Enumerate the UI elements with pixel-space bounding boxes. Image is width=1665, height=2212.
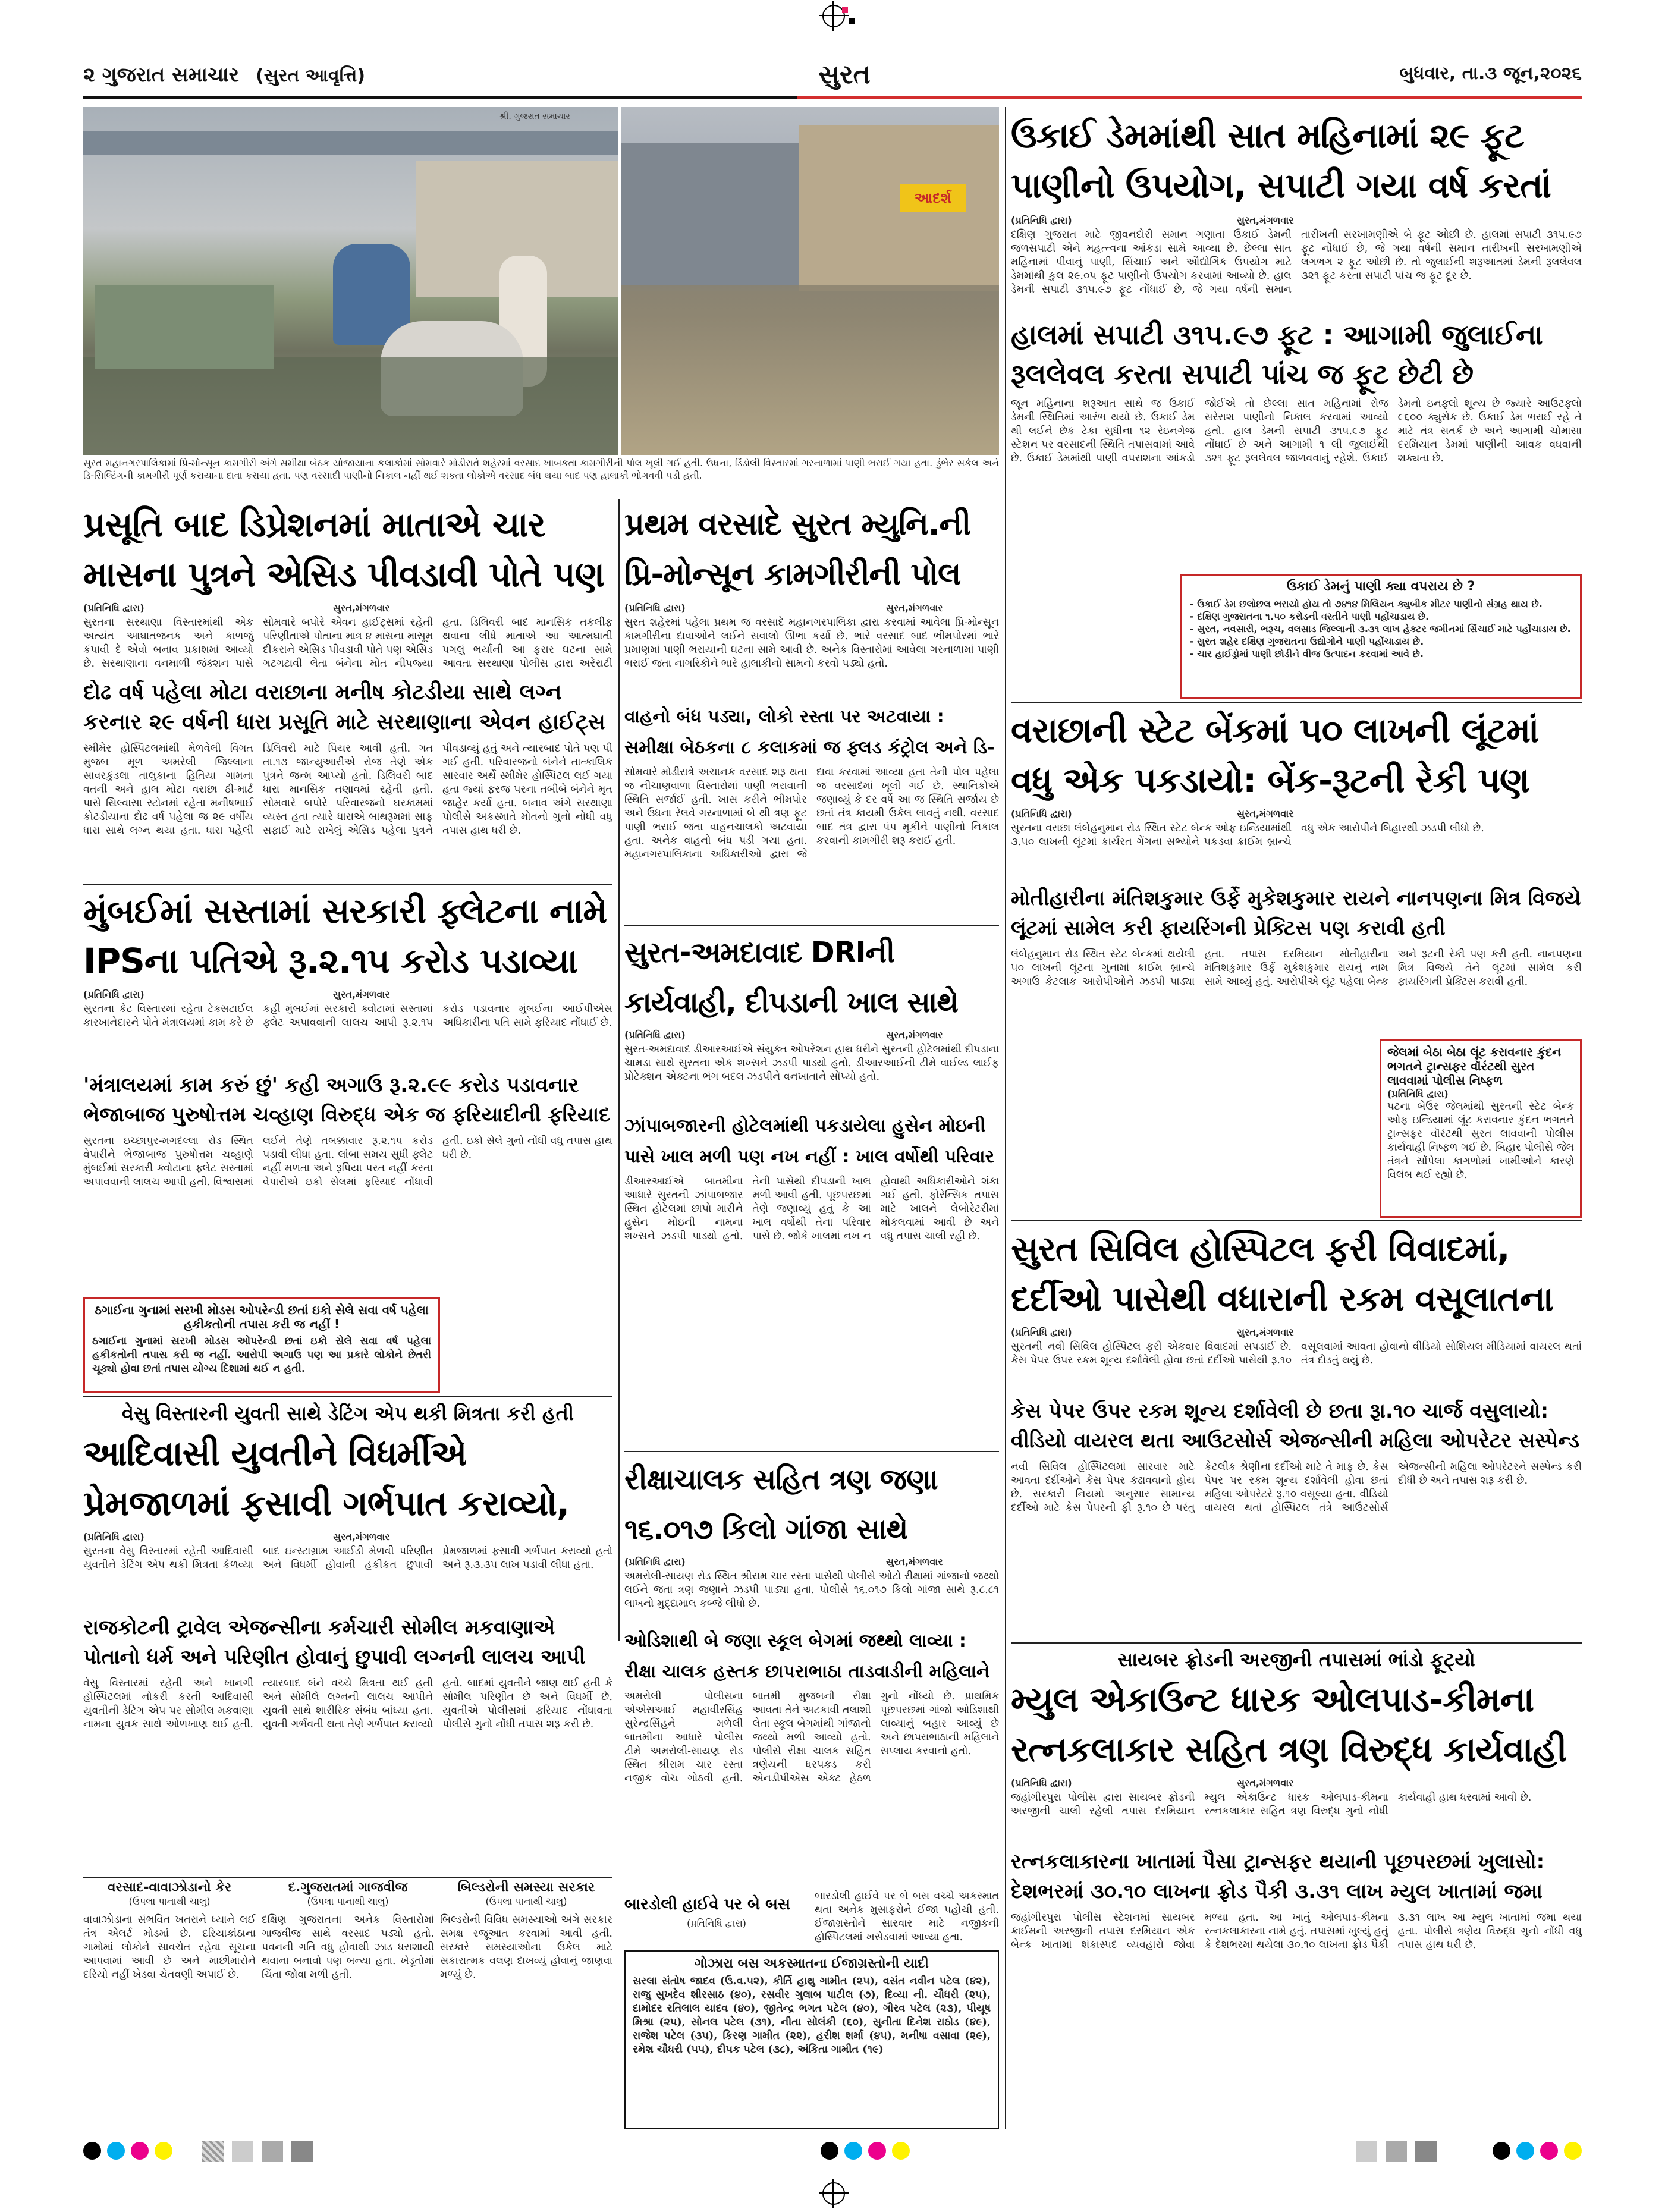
dating-subhead: રાજકોટની ટ્રાવેલ એજન્સીના કર્મચારી સોમીલ મકવાણાએ પોતાનો ધર્મ અને પરિણીત હોવાનું છુપાવી લગ્નની લાલચ આપી [83, 1616, 586, 1669]
dri-body: સુરત-અમદાવાદ ડીઆરઆઈએ સંયુક્ત ઓપરેશન હાથ ધરીને સુરતની હોટેલમાંથી દીપડાના ચામડા સાથે સુરતના એક શખ્સને ઝડપી પાડ્યો હતો. ડીઆરઆઈની ટીમે વાઈલ્ડ લાઈફ પ્રોટેક્શન એક્ટના ભંગ બદલ ઝડપીને વનખાતાને સોંપ્યો હતો. [624, 1044, 999, 1083]
ukai-headline: ઉકાઈ ડેમમાંથી સાત મહિનામાં ૨૯ ફૂટ પાણીનો ઉપયોગ, સપાટી ગયા વર્ષ કરતાં [1011, 115, 1551, 206]
cyber-kicker: સાયબર ફ્રોડની અરજીની તપાસમાં ભાંડો ફૂટ્યો [1117, 1648, 1475, 1671]
continuation-title: દ.ગુજરાતમાં ગાજવીજ [288, 1880, 408, 1895]
cyber-dateline: સુરત,મંગળવાર [1237, 1777, 1294, 1789]
ganja-dateline: સુરત,મંગળવાર [886, 1556, 943, 1567]
continuation-col-1 [83, 1880, 256, 2130]
ukai-dateline: સુરત,મંગળવાર [1237, 215, 1294, 226]
photo-caption: સુરત મહાનગરપાલિકામાં પ્રિ-મોન્સૂન કામગીરી અંગે સમીક્ષા બેઠક યોજાયાના કલાકોમાં સોમવારે મોડીરાતે શહેરમાં વરસાદ ખાબકતા કામગીરીની પોલ ખૂલી ગઈ હતી. ઉધના, ડિંડોલી વિસ્તારમાં ગરનાળામાં પાણી ભરાઈ ગયા હતા. ડુંભેર સર્કલ અને ડિ-સિલ્ટિંગની કામગીરી પૂર્ણ કરાયાના દાવા કરાયા હતા. પણ વરસાદી પાણીનો નિકાલ નહીં થઈ શકતા લોકોએ વરસાદ બંધ થયા બાદ પણ હાલાકી ભોગવવી પડી હતી. [83, 457, 999, 481]
registration-mark-bottom [822, 2182, 845, 2205]
continuation-body: બિલ્ડરોની વિવિધ સમસ્યાઓ અંગે સરકાર સમક્ષ રજૂઆત કરવામાં આવી હતી. સરકારે સમસ્યાઓના ઉકેલ માટે સકારાત્મક વલણ દાખવ્યું હોવાનું જાણવા મળ્યું છે. [440, 1914, 612, 1981]
dri-subhead: ઝાંપાબજારની હોટેલમાંથી પકડાયેલા હુસેન મોઇની પાસે ખાલ મળી પણ નખ નહીં : ખાલ વર્ષોથી પરિવાર [624, 1116, 995, 1167]
dri-credit: (પ્રતિનિધિ દ્વારા) [624, 1029, 686, 1041]
ganja-body2: અમરોલી પોલીસના એએસઆઈ મહાવીરસિંહ સુરેન્દ્રસિંહને મળેલી બાતમીના આધારે પોલીસ ટીમે અમરોલી-સાયણ રોડ સ્થિત શ્રીરામ ચાર રસ્તા નજીક વોચ ગોઠવી હતી. બાતમી મુજબની રીક્ષા આવતા તેને અટકાવી તલાશી લેતા સ્કૂલ બેગમાંથી ગાંજાનો જથ્થો મળી આવ્યો હતો. પોલીસે રીક્ષા ચાલક સહિત ત્રણેયની ધરપકડ કરી એનડીપીએસ એક્ટ હેઠળ ગુનો નોંધ્યો છે. પ્રાથમિક પૂછપરછમાં ગાંજો ઓડિશાથી લાવ્યાનું બહાર આવ્યું છે અને છાપરાભાઠાની મહિલાને સપ્લાય કરવાનો હતો. [624, 1691, 999, 1784]
civil-subhead: કેસ પેપર ઉપર રકમ શૂન્ય દર્શાવેલી છે છતા રૂા.૧૦ ચાર્જ વસુલાયો: વીડિયો વાયરલ થતા આઉટસોર્સ એજન્સીની મહિલા ઓપરેટર સસ્પેન્ડ [1011, 1399, 1580, 1453]
varachha-box-credit: (પ્રતિનિધિ દ્વારા) [1387, 1088, 1449, 1099]
ukai-body2: જૂન મહિનાના શરૂઆત સાથે જ ઉકાઈ ડેમની સ્થિતિમાં આરંભ થયો છે. ઉકાઈ ડેમ થી લઈને છેક ટેકા સુધીના ૧૨ રેઇનગેજ સ્ટેશન પર વરસાદની સ્થિતિ તપાસવામાં આવે છે. ઉકાઈ ડેમમાંથી પાણી વપરાશના આંકડો જોઈએ તો છેલ્લા સાત મહિનામાં રોજ સરેરાશ પાણીનો નિકાલ કરવામાં આવ્યો હતો. હાલ ડેમની સપાટી ૩૧૫.૯૭ ફૂટ નોંધાઈ છે અને આગામી ૧ લી જુલાઈથી ૩૨૧ ફૂટ રૂલલેવલ જાળવવાનું રહેશે. ઉકાઈ ડેમનો ઇનફ્લો શૂન્ય છે જ્યારે આઉટફ્લો ૯૬૦૦ ક્યુસેક છે. ઉકાઈ ડેમ ભરાઈ રહે તે માટે તંત્ર સતર્ક છે અને આગામી ચોમાસા દરમિયાન ડેમમાં પાણીની આવક વધવાની શક્યતા છે. [1011, 398, 1582, 464]
ganja-body: અમરોલી-સાયણ રોડ સ્થિત શ્રીરામ ચાર રસ્તા પાસેથી પોલીસે ઓટો રીક્ષામાં ગાંજાનો જથ્થો લઈને જતા ત્રણ જણાને ઝડપી પાડ્યા હતા. પોલીસે ૧૬.૦૧૭ કિલો ગાંજા સાથે રૂ.૮.૮૧ લાખનો મુદ્દામાલ કબ્જે લીધો છે. [624, 1570, 999, 1610]
continuation-body: દક્ષિણ ગુજરાતના અનેક વિસ્તારોમાં ગાજવીજ સાથે વરસાદ પડ્યો હતો. પવનની ગતિ વધુ હોવાથી ઝાડ ધરાશાયી થવાના બનાવો પણ બન્યા હતા. ખેડૂતોમાં ચિંતા જોવા મળી હતી. [262, 1914, 434, 1981]
dating-dateline: સુરત,મંગળવાર [333, 1531, 390, 1542]
masthead [83, 55, 1582, 105]
continuation-col-2 [262, 1880, 434, 2130]
section-rule [83, 1396, 612, 1397]
continuation-body: વાવાઝોડાના સંભવિત ખતરાને ધ્યાને લઈ તંત્ર એલર્ટ મોડમાં છે. દરિયાકાંઠાના ગામોમાં લોકોને સાવચેત રહેવા સૂચના આપવામાં આવી છે અને માછીમારોને દરિયો નહીં ખેડવા ચેતવણી અપાઈ છે. [83, 1914, 256, 1981]
civil-credit: (પ્રતિનિધિ દ્વારા) [1011, 1327, 1072, 1338]
victims-title: ગોઝારા બસ અકસ્માતના ઈજાગ્રસ્તોની યાદી [695, 1956, 929, 1971]
depression-headline: પ્રસૂતિ બાદ ડિપ્રેશનમાં માતાએ ચાર માસના પુત્રને એસિડ પીવડાવી પોતે પણ [83, 504, 605, 595]
masthead-accent [797, 96, 1582, 99]
section-rule [1011, 1642, 1582, 1644]
cyber-body: જહાંગીરપુરા પોલીસ દ્વારા સાયબર ફ્રોડની અરજીની ચાલી રહેલી તપાસ દરમિયાન મ્યુલ એકાઉન્ટ ધારક ઓલપાડ-કીમના રત્નકલાકાર સહિત ત્રણ વિરુદ્ધ ગુનો નોંધી કાર્યવાહી હાથ ધરવામાં આવી છે. [1011, 1792, 1532, 1817]
mumbai-body2: સુરતના ઇચ્છાપુર-મગદલ્લા રોડ સ્થિત વેપારીને ભેજાબાજ પુરુષોત્તમ ચવ્હાણે મુંબઈમાં સરકારી ક્વોટાના ફ્લેટ સસ્તામાં અપાવવાની લાલચ આપી હતી. વિશ્વાસમાં લઈને તેણે તબક્કાવાર રૂ.૨.૧૫ કરોડ પડાવી લીધા હતા. લાંબા સમય સુધી ફ્લેટ નહીં મળતા અને રૂપિયા પરત નહીં કરતા વેપારીએ ઇકો સેલમાં ફરિયાદ નોંધાવી હતી. ઇકો સેલે ગુનો નોંધી વધુ તપાસ હાથ ધરી છે. [83, 1135, 612, 1188]
paper-name: ૨ ગુજરાત સમાચાર [83, 63, 240, 87]
civil-body: સુરતની નવી સિવિલ હોસ્પિટલ ફરી એકવાર વિવાદમાં સપડાઈ છે. કેસ પેપર ઉપર રકમ શૂન્ય દર્શાવેલી હોવા છતાં દર્દીઓ પાસેથી રૂ.૧૦ વસૂલવામાં આવતા હોવાનો વીડિયો સોશિયલ મીડિયામાં વાયરલ થતાં તંત્ર દોડતું થયું છે. [1011, 1341, 1582, 1366]
varachha-dateline: સુરત,મંગળવાર [1237, 808, 1294, 819]
ganja-headline: રીક્ષાચાલક સહિત ત્રણ જણા ૧૬.૦૧૭ કિલો ગાંજા સાથે [624, 1463, 938, 1546]
victims-box [624, 1950, 999, 2129]
continuation-credit: (ઉપલા પાનાથી ચાલુ) [128, 1896, 211, 1907]
mumbai-body2-tail [446, 1297, 612, 1393]
ukai-subhead: હાલમાં સપાટી ૩૧૫.૯૭ ફૂટ : આગામી જુલાઈના રૂલલેવલ કરતા સપાટી પાંચ જ ફૂટ છેટી છે [1011, 319, 1543, 390]
column-rule [1005, 107, 1006, 2129]
ukai-infobox [1180, 574, 1582, 699]
continuation-col-3 [440, 1880, 612, 2130]
varachha-body: સુરતના વરાછા લંબેહનુમાન રોડ સ્થિત સ્ટેટ બેન્ક ઓફ ઇન્ડિયામાંથી ૩.૫૦ લાખની લૂંટમાં કાર્યરત ગેંગના સભ્યોને પકડવા ક્રાઈમ બ્રાન્ચે વધુ એક આરોપીને બિહારથી ઝડપી લીધો છે. [1011, 822, 1484, 848]
shop-sign-text: આદર્શ [914, 190, 952, 206]
dating-headline: આદિવાસી યુવતીને વિધર્મીએ પ્રેમજાળમાં ફસાવી ગર્ભપાત કરાવ્યો, [83, 1433, 570, 1523]
flood-photo-right [621, 107, 999, 455]
continuation-title: બિલ્ડરોની સમસ્યા સરકાર [457, 1880, 595, 1895]
section-rule [1011, 1220, 1582, 1221]
mumbai-body: સુરતના કેટ વિસ્તારમાં રહેતા ટેક્સટાઈલ કારખાનેદારને પોતે મંત્રાલયમાં કામ કરે છે કહી મુંબઈમાં સરકારી ક્વોટામાં સસ્તામાં ફ્લેટ અપાવવાની લાલચ આપી રૂ.૨.૧૫ કરોડ પડાવનાર મુંબઈના આઈપીએસ અધિકારીના પતિ સામે ફરિયાદ નોંધાઈ છે. [83, 1003, 612, 1029]
mumbai-infobox [83, 1297, 440, 1393]
varachha-body2-cont [1011, 1039, 1374, 1182]
bardoli-headline: બારડોલી હાઈવે પર બે બસ [624, 1896, 791, 1913]
varachha-body2: લંબેહનુમાન રોડ સ્થિત સ્ટેટ બેન્કમાં થયેલી ૫૦ લાખની લૂંટના ગુનામાં ક્રાઈમ બ્રાન્ચે અગાઉ કેટલાક આરોપીઓને ઝડપી પાડ્યા હતા. તપાસ દરમિયાન મોતીહારીના મંતિશકુમાર ઉર્ફે મુકેશકુમાર રાયનું નામ સામે આવ્યું હતું. આરોપીએ લૂંટ પહેલા બેન્ક અને રૂટની રેકી પણ કરી હતી. નાનપણના મિત્ર વિજયે તેને લૂંટમાં સામેલ કરી ફાયરિંગની પ્રેક્ટિસ કરાવી હતી. [1011, 948, 1582, 988]
depression-dateline: સુરત,મંગળવાર [333, 602, 390, 614]
mumbai-dateline: સુરત,મંગળવાર [333, 989, 390, 1000]
depression-credit: (પ્રતિનિધિ દ્વારા) [83, 602, 144, 614]
ukai-box-line: - દક્ષિણ ગુજરાતના ૧.૫૦ કરોડની વસ્તીને પાણી પહોંચાડાય છે. [1190, 611, 1430, 622]
premonsoon-body2: સોમવારે મોડીરાત્રે અચાનક વરસાદ શરૂ થતા જ નીચાણવાળા વિસ્તારોમાં પાણી ભરાવાની સ્થિતિ સર્જાઈ હતી. ખાસ કરીને ભીમપોર અને ઉધના રેલવે ગરનાળામાં બે થી ત્રણ ફૂટ પાણી ભરાઈ જતા વાહનચાલકો અટવાયા હતા. અનેક વાહનો બંધ પડી ગયા હતા. મહાનગરપાલિકાના અધિકારીઓ દ્વારા જે દાવા કરવામાં આવ્યા હતા તેની પોલ પહેલા જ વરસાદમાં ખૂલી ગઈ છે. સ્થાનિકોએ જણાવ્યું કે દર વર્ષે આ જ સ્થિતિ સર્જાય છે છતાં તંત્ર કાયમી ઉકેલ લાવતું નથી. વરસાદ બાદ તંત્ર દ્વારા પંપ મૂકીને પાણીનો નિકાલ કરવાની કામગીરી શરૂ કરાઈ હતી. [624, 766, 999, 860]
ukai-body2-tail [1011, 576, 1171, 697]
mumbai-subhead: 'મંત્રાલયમાં કામ કરું છું' કહી અગાઉ રૂ.૨.૯૯ કરોડ પડાવનાર ભેજાબાજ પુરુષોત્તમ ચવ્હાણ વિરુદ્ધ એક જ ફરિયાદીની ફરિયાદ [83, 1073, 611, 1127]
ukai-body: દક્ષિણ ગુજરાત માટે જીવનદોરી સમાન ગણાતા ઉકાઈ ડેમની જળસપાટી એને મહત્ત્વના આંકડા સામે આવ્યા છે. છેલ્લા સાત મહિનામાં પીવાનું પાણી, સિંચાઈ અને ઔદ્યોગિક ઉપયોગ માટે ડેમમાંથી કુલ ૨૯.૦૫ ફૂટ પાણીનો ઉપયોગ કરવામાં આવ્યો છે. હાલ ડેમની સપાટી ૩૧૫.૯૭ ફૂટ નોંધાઈ છે, જે ગયા વર્ષની સમાન તારીખની સરખામણીએ બે ફૂટ ઓછી છે. હાલમાં સપાટી ૩૧૫.૯૭ ફૂટ નોંધાઈ છે, જે ગયા વર્ષની સમાન તારીખની સરખામણીએ લગભગ ૨ ફૂટ ઓછી છે. તો જુલાઈની શરૂઆતમાં ડેમની રૂલલેવલ ૩૨૧ ફૂટ કરતા સપાટી પાંચ જ ફૂટ દૂર છે. [1011, 229, 1582, 296]
premonsoon-headline: પ્રથમ વરસાદે સુરત મ્યુનિ.ની પ્રિ-મોન્સૂન કામગીરીની પોલ [624, 507, 971, 592]
color-bar-top [838, 7, 856, 25]
dri-headline: સુરત-અમદાવાદ DRIની કાર્યવાહી, દીપડાની ખાલ સાથે [624, 936, 959, 1019]
ukai-box-line: - ચાર હાઈડ્રોમાં પાણી છોડીને વીજ ઉત્પાદન કરવામાં આવે છે. [1190, 648, 1424, 659]
depression-body2: સ્મીમેર હોસ્પિટલમાંથી મેળવેલી વિગત મુજબ મૂળ અમરેલી જિલ્લાના સાવરકુંડલા તાલુકાના હિતિયા ગામના વતની અને હાલ મોટા વરાછા ઠી-માર્ટ પાસે સિલ્વાસા સ્ટોનમાં રહેતા મનીષભાઈ કોટડીયાના દોઢ વર્ષ પહેલા જ ૨૯ વર્ષીય ધારા સાથે લગ્ન થયા હતા. ધારા પહેલી ડિલિવરી માટે પિયર આવી હતી. ગત તા.૧૩ જાન્યુઆરીએ રોજ તેણે એક પુત્રને જન્મ આપ્યો હતો. ડિલિવરી બાદ ધારા માનસિક તણાવમાં રહેતી હતી. સોમવારે બપોરે પરિવારજનો ઘરકામમાં વ્યસ્ત હતા ત્યારે ધારાએ બાથરૂમમાં સાફ સફાઈ માટે રાખેલું એસિડ પહેલા પુત્રને પીવડાવ્યું હતું અને ત્યારબાદ પોતે પણ પી ગઈ હતી. પરિવારજનો બંનેને તાત્કાલિક સારવાર અર્થે સ્મીમેર હોસ્પિટલ લઈ ગયા હતા જ્યાં ફરજ પરના તબીબે બંનેને મૃત જાહેર કર્યા હતા. બનાવ અંગે સરથાણા પોલીસે અકસ્માતે મોતનો ગુનો નોંધી વધુ તપાસ હાથ ધરી છે. [83, 743, 612, 837]
dating-body: સુરતના વેસુ વિસ્તારમાં રહેતી આદિવાસી યુવતીને ડેટિંગ એપ થકી મિત્રતા કેળવ્યા બાદ ઇન્સ્ટાગ્રામ આઈડી મેળવી પરિણીત અને વિધર્મી હોવાની હકીકત છુપાવી પ્રેમજાળમાં ફસાવી ગર્ભપાત કરાવ્યો હતો અને રૂ.૩.૩૫ લાખ પડાવી લીધા હતા. [83, 1545, 612, 1571]
varachha-credit: (પ્રતિનિધિ દ્વારા) [1011, 808, 1072, 819]
flood-photo-left [83, 107, 618, 455]
varachha-headline: વરાછાની સ્ટેટ બેંકમાં ૫૦ લાખની લૂંટમાં વધુ એક પકડાયો: બેંક-રૂટની રેકી પણ [1011, 710, 1539, 800]
ganja-subhead: ઓડિશાથી બે જણા સ્કૂલ બેગમાં જથ્થો લાવ્યા : રીક્ષા ચાલક હસ્તક છાપરાભાઠા તાડવાડીની મહિલાને [624, 1630, 990, 1682]
dating-kicker: વેસુ વિસ્તારની યુવતી સાથે ડેટિંગ એપ થકી મિત્રતા કરી હતી [121, 1402, 574, 1425]
bardoli-body: બારડોલી હાઈવે પર બે બસ વચ્ચે અકસ્માત થતા અનેક મુસાફરોને ઈજા પહોંચી હતી. ઈજાગ્રસ્તોને સારવાર માટે નજીકની હોસ્પિટલમાં ખસેડવામાં આવ્યા હતા. [815, 1890, 999, 1943]
column-rule [618, 499, 620, 1641]
depression-body: સુરતના સરથાણા વિસ્તારમાંથી એક અત્યંત આઘાતજનક અને કાળજું કંપાવી દે એવો બનાવ પ્રકાશમાં આવ્યો છે. સરથાણાના વનમાળી જંક્શન પાસે સોમવારે બપોરે એવન હાઈટ્સમાં રહેતી પરિણીતાએ પોતાના માત્ર ૪ માસના માસૂમ દીકરાને એસિડ પીવડાવી પોતે પણ એસિડ ગટગટાવી લેતા બંનેના મોત નીપજ્યા હતા. ડિલિવરી બાદ માનસિક તકલીફ થવાના લીધે માતાએ આ આત્મઘાતી પગલું ભર્યાની આ ફરાર ઘટના સામે આવતા સરથાણા પોલીસ દ્વારા અરેરાટી [83, 617, 612, 670]
photo-sign-text: શ્રી. ગુજરાત સમાચાર [500, 112, 570, 121]
cyber-credit: (પ્રતિનિધિ દ્વારા) [1011, 1777, 1072, 1789]
dating-body2: વેસુ વિસ્તારમાં રહેતી અને ખાનગી હોસ્પિટલમાં નોકરી કરતી આદિવાસી યુવતીની ડેટિંગ એપ પર સોમીલ મકવાણા નામના યુવક સાથે ઓળખાણ થઈ હતી. ત્યારબાદ બંને વચ્ચે મિત્રતા થઈ હતી અને સોમીલે લગ્નની લાલચ આપીને યુવતી સાથે શારીરિક સંબંધ બાંધ્યા હતા. યુવતી ગર્ભવતી થતા તેણે ગર્ભપાત કરાવ્યો હતો. બાદમાં યુવતીને જાણ થઈ હતી કે સોમીલ પરિણીત છે અને વિધર્મી છે. યુવતીએ પોલીસમાં ફરિયાદ નોંધાવતા પોલીસે ગુનો નોંધી તપાસ શરૂ કરી છે. [83, 1677, 612, 1730]
dri-dateline: સુરત,મંગળવાર [886, 1029, 943, 1041]
edition-label: (સુરત આવૃત્તિ) [256, 65, 366, 86]
premonsoon-body: સુરત શહેરમાં પહેલા પ્રથમ જ વરસાદે મહાનગરપાલિકા દ્વારા કરવામાં આવેલા પ્રિ-મોન્સૂન કામગીરીના દાવાઓને લઈને સવાલો ઊભા કર્યા છે. ભારે વરસાદ બાદ ભીમપોરમાં ભારે પ્રમાણમાં પાણી ભરાયાની ઘટના સામે આવી છે. અનેક વિસ્તારોમાં આવેલા ગરનાળામાં પાણી ભરાઈ જતા નાગરિકોને ભારે હાલાકીનો સામનો કરવો પડ્યો હતો. [624, 617, 999, 670]
dri-body2: ડીઆરઆઈએ બાતમીના આધારે સુરતની ઝાંપાબજાર સ્થિત હોટેલમાં છાપો મારીને હુસેન મોઇની નામના શખ્સને ઝડપી પાડ્યો હતો. તેની પાસેથી દીપડાની ખાલ મળી આવી હતી. પૂછપરછમાં તેણે જણાવ્યું હતું કે આ ખાલ વર્ષોથી તેના પરિવાર પાસે છે. જોકે ખાલમાં નખ ન હોવાથી અધિકારીઓને શંકા ગઈ હતી. ફોરેન્સિક તપાસ માટે ખાલને લેબોરેટરીમાં મોકલવામાં આવી છે અને વધુ તપાસ ચાલી રહી છે. [624, 1176, 999, 1242]
section-rule [83, 884, 612, 885]
ukai-box-line: - ઉકાઈ ડેમ છલોછલ ભરાયો હોય તો ૭૪૧૪ મિલિયન ક્યુબીક મીટર પાણીનો સંગ્રહ થાય છે. [1190, 598, 1543, 609]
mumbai-headline: મુંબઈમાં સસ્તામાં સરકારી ફ્લેટના નામે IPSના પતિએ રૂ.૨.૧૫ કરોડ પડાવ્યા [83, 891, 607, 981]
civil-body2: નવી સિવિલ હોસ્પિટલમાં સારવાર માટે આવતા દર્દીઓને કેસ પેપર કઢાવવાનો હોય છે. સરકારી નિયમો અનુસાર સામાન્ય દર્દીઓ માટે કેસ પેપરની ફી રૂ.૧૦ છે પરંતુ કેટલીક શ્રેણીના દર્દીઓ માટે તે માફ છે. કેસ પેપર પર રકમ શૂન્ય દર્શાવેલી હોવા છતાં મહિલા ઓપરેટરે રૂ.૧૦ વસૂલ્યા હતા. વીડિયો વાયરલ થતાં હોસ્પિટલ તંત્રે આઉટસોર્સ એજન્સીની મહિલા ઓપરેટરને સસ્પેન્ડ કરી દીધી છે અને તપાસ શરૂ કરી છે. [1011, 1461, 1582, 1514]
cyber-headline: મ્યુલ એકાઉન્ટ ધારક ઓલપાડ-કીમના રત્નકલાકાર સહિત ત્રણ વિરુદ્ધ કાર્યવાહી [1011, 1679, 1567, 1770]
depression-subhead: દોઢ વર્ષ પહેલા મોટા વરાછાના મનીષ કોટડીયા સાથે લગ્ન કરનાર ૨૯ વર્ષની ધારા પ્રસૂતિ માટે સરથાણાના એવન હાઈટ્સ [83, 680, 605, 734]
shop-sign [900, 184, 966, 212]
color-bar-bottom [83, 2136, 1582, 2166]
ukai-box-line: - સુરત શહેર દક્ષિણ ગુજરાતના ઉદ્યોગોને પાણી પહોંચાડાય છે. [1190, 636, 1424, 647]
mumbai-credit: (પ્રતિનિધિ દ્વારા) [83, 989, 144, 1000]
victims-list: સરલા સંતોષ જાદવ (ઉ.વ.૫૨), કીર્તિ હાથુ ગામીત (૨૫), વસંત નવીન પટેલ (૪૨), રાજુ સુખદેવ શીરસાઠ (૪૦), રસવીર ગુલાબ પાટીલ (૭), દિવ્યા ની. ચૌધરી (૨૫), દામોદર રતિલાલ યાદવ (૪૦), જીતેન્દ્ર ભગત પટેલ (૪૦), ગૌરવ પટેલ (૨૩), પીયૂષ મિશ્રા (૨૫), સોનલ પટેલ (૩૧), નીતા સોલંકી (૬૦), સુનીતા દિનેશ રાઠોડ (૪૯), રાજેશ પટેલ (૩૫), કિરણ ગામીત (૨૨), હરીશ શર્મા (૪૫), મનીષા વસાવા (૨૯), રમેશ ચૌધરી (૫૫), દીપક પટેલ (૩૮), અંકિતા ગામીત (૧૯) [633, 1975, 991, 2056]
cyber-subhead: રત્નકલાકારના ખાતામાં પૈસા ટ્રાન્સફર થયાની પૂછપરછમાં ખુલાસો: દેશભરમાં ૩૦.૧૦ લાખના ફ્રોડ પૈકી ૩.૩૧ લાખ મ્યુલ ખાતામાં જમા [1011, 1850, 1545, 1903]
dating-credit: (પ્રતિનિધિ દ્વારા) [83, 1531, 144, 1542]
premonsoon-dateline: સુરત,મંગળવાર [886, 602, 943, 614]
continuation-credit: (ઉપલા પાનાથી ચાલુ) [485, 1896, 567, 1907]
section-rule [624, 1451, 999, 1452]
section-title: સુરત [818, 59, 871, 90]
continuation-credit: (ઉપલા પાનાથી ચાલુ) [307, 1896, 389, 1907]
premonsoon-credit: (પ્રતિનિધિ દ્વારા) [624, 602, 686, 614]
varachha-box-body: પટના બેઉર જેલમાંથી સુરતની સ્ટેટ બેન્ક ઓફ ઇન્ડિયામાં લૂંટ કરાવનાર કુંદન ભગતને ટ્રાન્સફર વૉરંટથી સુરત લાવવાની પોલીસ કાર્યવાહી નિષ્ફળ ગઈ છે. બિહાર પોલીસે જેલ તંત્રને સોંપેલા કાગળોમાં ખામીઓને કારણે વિલંબ થઈ રહ્યો છે. [1387, 1101, 1574, 1181]
mumbai-box-title: ઠગાઈના ગુનામાં સરખી મોડસ ઓપરેન્ડી છતાં ઇકો સેલે સવા વર્ષ પહેલા હકીકતોની તપાસ કરી જ નહીં ! [95, 1303, 429, 1331]
varachha-subhead: મોતીહારીના મંતિશકુમાર ઉર્ફે મુકેશકુમાર રાયને નાનપણના મિત્ર વિજયે લૂંટમાં સામેલ કરી ફાયરિંગની પ્રેક્ટિસ પણ કરાવી હતી [1011, 887, 1581, 940]
ukai-credit: (પ્રતિનિધિ દ્વારા) [1011, 215, 1072, 226]
varachha-infobox [1380, 1039, 1582, 1218]
section-rule [624, 925, 999, 926]
mumbai-box-body: ઠગાઈના ગુનામાં સરખી મોડસ ઓપરેન્ડી છતાં ઇકો સેલે સવા વર્ષ પહેલા હકીકતોની તપાસ કરી જ નહીં. આરોપી અગાઉ પણ આ પ્રકારે લોકોને છેતરી ચૂક્યો હોવા છતાં તપાસ યોગ્ય દિશામાં થઈ ન હતી. [92, 1336, 431, 1375]
ganja-credit: (પ્રતિનિધિ દ્વારા) [624, 1556, 686, 1567]
bardoli-credit: (પ્રતિનિધિ દ્વારા) [686, 1918, 747, 1929]
civil-dateline: સુરત,મંગળવાર [1237, 1327, 1294, 1338]
civil-headline: સુરત સિવિલ હોસ્પિટલ ફરી વિવાદમાં, દર્દીઓ પાસેથી વધારાની રકમ વસૂલાતના [1011, 1228, 1553, 1319]
issue-date: બુધવાર, તા.૩ જૂન,૨૦૨૬ [1399, 63, 1582, 84]
premonsoon-subhead: વાહનો બંધ પડ્યા, લોકો રસ્તા પર અટવાયા : સમીક્ષા બેઠકના ૮ કલાકમાં જ ફ્લડ કંટ્રોલ અને ડિ- [624, 706, 995, 758]
cyber-body2: જહાંગીરપુરા પોલીસ સ્ટેશનમાં સાયબર ક્રાઈમની અરજીની તપાસ દરમિયાન એક બેન્ક ખાતામાં શંકાસ્પદ વ્યવહારો જોવા મળ્યા હતા. આ ખાતું ઓલપાડ-કીમના રત્નકલાકારના નામે હતું. તપાસમાં ખુલ્યું હતું કે દેશભરમાં થયેલા ૩૦.૧૦ લાખના ફ્રોડ પૈકી ૩.૩૧ લાખ આ મ્યુલ ખાતામાં જમા થયા હતા. પોલીસે ત્રણેય વિરુદ્ધ ગુનો નોંધી વધુ તપાસ હાથ ધરી છે. [1011, 1912, 1582, 1951]
section-rule [1011, 702, 1582, 703]
section-rule [83, 1877, 612, 1878]
varachha-box-title: જેલમાં બેઠા બેઠા લૂંટ કરાવનાર કુંદન ભગતને ટ્રાન્સફર વૉરંટથી સુરત લાવવામાં પોલીસ નિષ્ફળ [1387, 1045, 1561, 1088]
continuation-title: વરસાદ-વાવાઝોડાનો કેર [107, 1880, 232, 1895]
ukai-box-line: - સુરત, નવસારી, ભરૂચ, વલસાડ જિલ્લાની ૩.૩૧ લાખ હેક્ટર જમીનમાં સિંચાઈ માટે પહોંચાડાય છે. [1190, 623, 1571, 634]
ukai-box-title: ઉકાઈ ડેમનું પાણી ક્યા વપરાય છે ? [1286, 579, 1475, 594]
